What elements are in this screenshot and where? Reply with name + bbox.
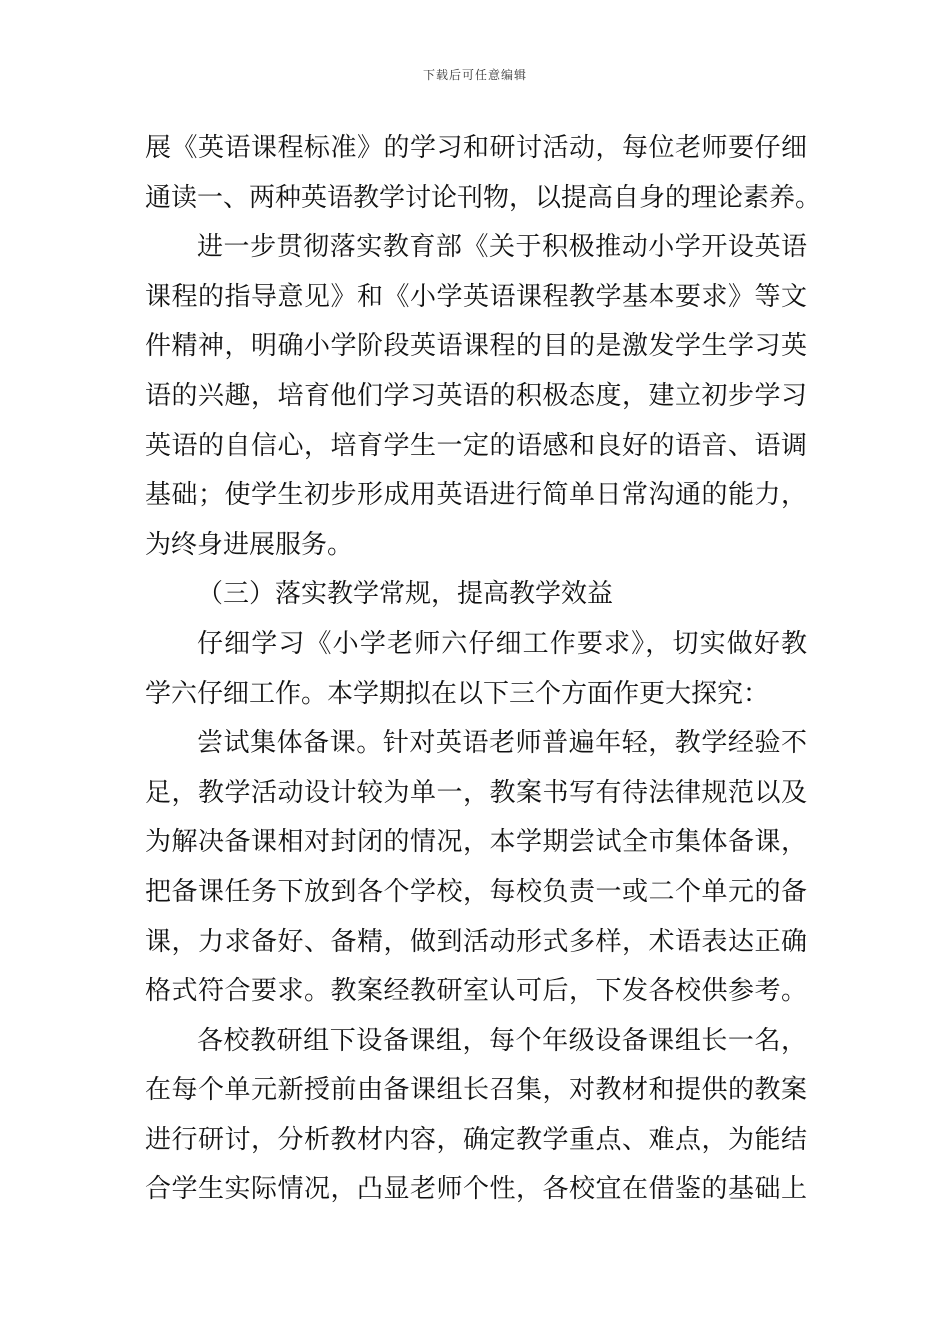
text-line: 尝试集体备课。针对英语老师普遍年轻，教学经验不 xyxy=(197,728,807,759)
text-line: 展《英语课程标准》的学习和研讨活动，每位老师要仔细 xyxy=(145,133,807,163)
text-line: 把备课任务下放到各个学校，每校负责一或二个单元的备 xyxy=(145,876,807,907)
text-line: 为解决备课相对封闭的情况，本学期尝试全市集体备课， xyxy=(145,827,807,858)
text-line: 在每个单元新授前由备课组长召集，对教材和提供的教案 xyxy=(145,1075,807,1106)
text-line: 仔细学习《小学老师六仔细工作要求》，切实做好教 xyxy=(197,628,807,659)
text-line: 为终身进展服务。 xyxy=(145,529,354,560)
section-heading: （三）落实教学常规，提高教学效益 xyxy=(197,579,614,610)
text-line: 课程的指导意见》和《小学英语课程教学基本要求》等文 xyxy=(145,281,807,312)
page-header: 下载后可任意编辑 xyxy=(422,68,527,82)
text-line: 进行研讨，分析教材内容，确定教学重点、难点，为能结 xyxy=(145,1124,807,1155)
text-line: 语的兴趣，培育他们学习英语的积极态度，建立初步学习 xyxy=(145,380,807,411)
text-line: 课，力求备好、备精，做到活动形式多样，术语表达正确 xyxy=(145,926,807,957)
text-line: 各校教研组下设备课组，每个年级设备课组长一名， xyxy=(197,1025,807,1056)
text-line: 格式符合要求。教案经教研室认可后，下发各校供参考。 xyxy=(145,976,807,1007)
text-line: 通读一、两种英语教学讨论刊物，以提高自身的理论素养。 xyxy=(145,182,822,213)
text-line: 学六仔细工作。本学期拟在以下三个方面作更大探究： xyxy=(145,678,770,709)
text-line: 进一步贯彻落实教育部《关于积极推动小学开设英语 xyxy=(197,232,807,263)
text-line: 基础；使学生初步形成用英语进行简单日常沟通的能力， xyxy=(145,480,807,511)
text-line: 英语的自信心，培育学生一定的语感和良好的语音、语调 xyxy=(145,430,807,461)
text-line: 件精神，明确小学阶段英语课程的目的是激发学生学习英 xyxy=(145,331,807,362)
document-body xyxy=(145,124,822,1215)
text-line: 合学生实际情况，凸显老师个性，各校宜在借鉴的基础上 xyxy=(145,1174,807,1205)
text-line: 足，教学活动设计较为单一，教案书写有待法律规范以及 xyxy=(145,777,807,808)
